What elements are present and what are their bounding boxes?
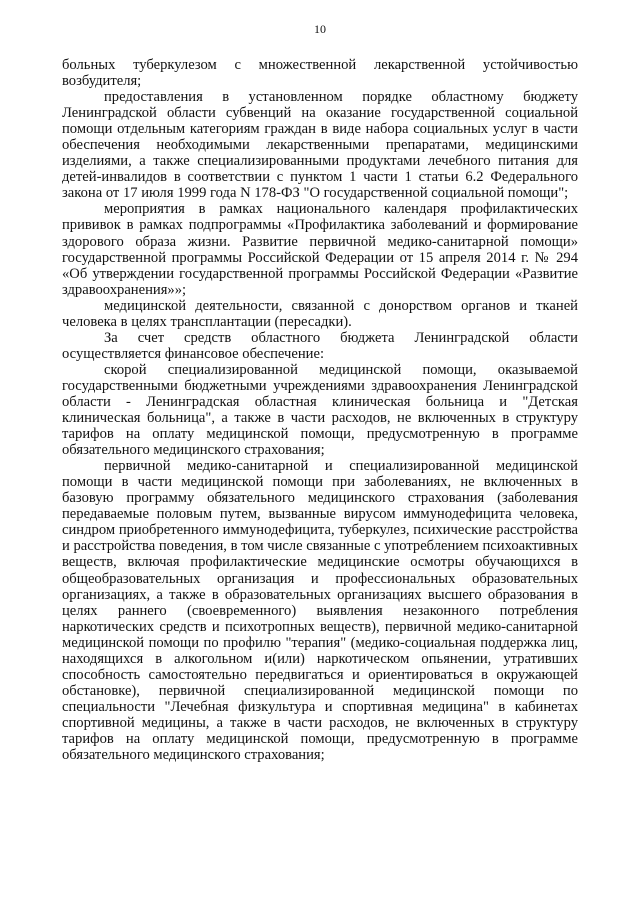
paragraph: За счет средств областного бюджета Ленинградской области осуществляется финансовое обеспечение: [62,329,578,362]
paragraph: медицинской деятельности, связанной с донорством органов и тканей человека в целях трансплантации (пересадки). [62,297,578,330]
paragraph: первичной медико-санитарной и специализированной медицинской помощи в части медицинской помощи при заболеваниях, не включенных в базовую программу обязательного медицинского страхования (заболевания передаваемые половым путем, вызванные вирусом иммунодефицита человека, синдром приобретенного иммунодефицита, туберкулез, психические расстройства и расстройства поведения, в том числе связанные с употреблением психоактивных веществ, включая профилактические медицинские осмотры обучающихся в общеобразовательных организация и профессиональных образовательных организациях, а также в образовательных организациях высшего образования в целях раннего (своевременного) выявления незаконного потребления наркотических средств и психотропных веществ), первичной медико-санитарной медицинской помощи по профилю "терапия" (медико-социальная поддержка лиц, находящихся в алкогольном и(или) наркотическом опьянении, утративших способность самостоятельно передвигаться и ориентироваться в окружающей обстановке), первичной специализированной медицинской помощи по специальности "Лечебная физкультура и спортивная медицина" в кабинетах спортивной медицины, а также в части расходов, не включенных в структуру тарифов на оплату медицинской помощи, предусмотренную в программе обязательного медицинского страхования; [62,458,578,764]
paragraph: скорой специализированной медицинской помощи, оказываемой государственными бюджетными учреждениями здравоохранения Ленинградской области - Ленинградская областная клиническая больница и "Детская клиническая больница", а также в части расходов, не включенных в структуру тарифов на оплату медицинской помощи, предусмотренную в программе обязательного медицинского страхования; [62,361,578,459]
paragraph: мероприятия в рамках национального календаря профилактических прививок в рамках подпрограммы «Профилактика заболеваний и формирование здорового образа жизни. Развитие первичной медико-санитарной помощи» государственной программы Российской Федерации от 15 апреля 2014 г. № 294 «Об утверждении государственной программы Российской Федерации «Развитие здравоохранения»»; [62,201,578,298]
document-body [62,57,578,763]
paragraph-continuation: больных туберкулезом с множественной лекарственной устойчивостью возбудителя; [62,57,578,90]
page-number: 10 [314,22,326,36]
paragraph: предоставления в установленном порядке областному бюджету Ленинградской области субвенций на оказание государственной социальной помощи отдельным категориям граждан в виде набора социальных услуг в части обеспечения необходимыми лекарственными препаратами, медицинскими изделиями, а также специализированными продуктами лечебного питания для детей-инвалидов в соответствии с пунктом 1 части 1 статьи 6.2 Федерального закона от 17 июля 1999 года N 178-ФЗ "О государственной социальной помощи"; [62,89,578,202]
